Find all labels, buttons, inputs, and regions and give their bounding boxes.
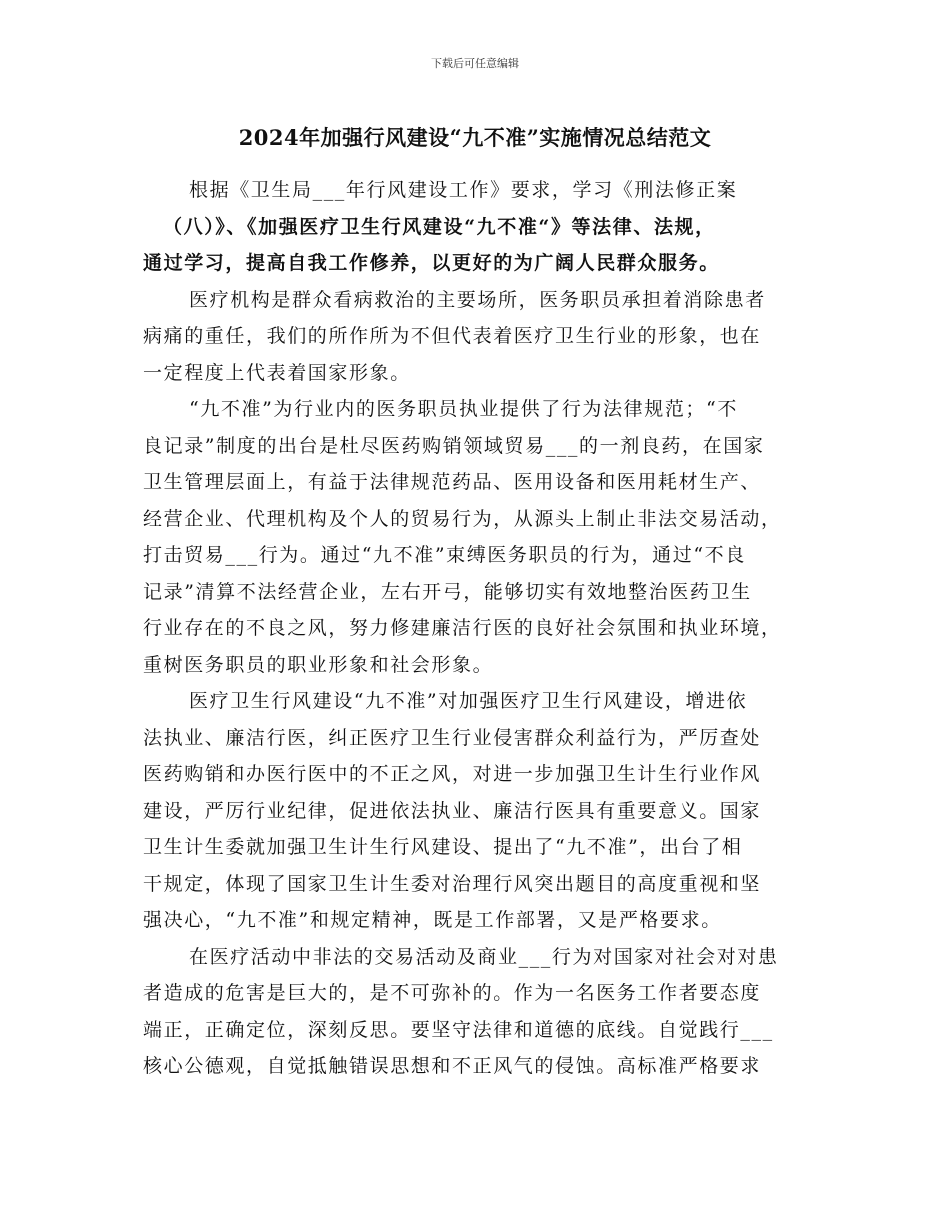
text-line: （八）》、《加强医疗卫生行风建设“九不准“》等法律、法规， bbox=[163, 215, 716, 238]
text-line: 强决心，“九不准”和规定精神，既是工作部署，又是严格要求。 bbox=[143, 909, 722, 931]
paragraph bbox=[143, 282, 823, 392]
text-line: 在医疗活动中非法的交易活动及商业___行为对国家对社会对对患 bbox=[189, 945, 779, 968]
text-line: 端正，正确定位，深刻反思。要坚守法律和道德的底线。自觉践行___ bbox=[143, 1018, 774, 1041]
paragraph bbox=[143, 391, 823, 683]
header-note: 下载后可任意编辑 bbox=[431, 57, 519, 70]
text-line: “九不准”为行业内的医务职员执业提供了行为法律规范；“不 bbox=[189, 398, 738, 420]
text-line: 法执业、廉洁行医，纠正医疗卫生行业侵害群众利益行为，严厉查处 bbox=[143, 726, 762, 749]
document-title: 2024年加强行风建设“九不准”实施情况总结范文 bbox=[238, 125, 712, 150]
text-line: 行业存在的不良之风，努力修建廉洁行医的良好社会氛围和执业环境， bbox=[143, 617, 782, 639]
text-line: 医药购销和办医行医中的不正之风，对进一步加强卫生计生行业作风 bbox=[143, 763, 762, 785]
text-line: 重树医务职员的职业形象和社会形象。 bbox=[143, 653, 494, 676]
text-line: 卫生计生委就加强卫生计生行风建设、提出了“九不准”，出台了相 bbox=[143, 836, 743, 858]
text-line: 医疗机构是群众看病救治的主要场所，医务职员承担着消除患者 bbox=[189, 288, 766, 311]
text-line: 建设，严厉行业纪律，促进依法执业、廉洁行医具有重要意义。国家 bbox=[143, 799, 762, 822]
text-line: 记录”清算不法经营企业，左右开弓，能够切实有效地整治医药卫生 bbox=[143, 580, 752, 603]
text-line: 一定程度上代表着国家形象。 bbox=[143, 361, 411, 384]
text-line: 医疗卫生行风建设“九不准”对加强医疗卫生行风建设，增进依 bbox=[189, 690, 748, 712]
text-line: 干规定，体现了国家卫生计生委对治理行风突出题目的高度重视和坚 bbox=[143, 872, 762, 895]
paragraph bbox=[143, 683, 823, 939]
text-line: 良记录”制度的出台是杜尽医药购销领域贸易___的一剂良药，在国家 bbox=[143, 434, 765, 457]
text-line: 卫生管理层面上，有益于法律规范药品、医用设备和医用耗材生产、 bbox=[143, 471, 762, 493]
paragraph bbox=[143, 172, 823, 282]
text-line: 经营企业、代理机构及个人的贸易行为，从源头上制止非法交易活动， bbox=[143, 507, 782, 530]
text-line: 核心公德观，自觉抵触错误思想和不正风气的侵蚀。高标准严格要求 bbox=[143, 1055, 762, 1077]
document-body bbox=[143, 172, 823, 1085]
text-line: 病痛的重任，我们的所作所为不但代表着医疗卫生行业的形象，也在 bbox=[143, 325, 762, 347]
paragraph bbox=[143, 939, 823, 1085]
text-line: 通过学习，提高自我工作修养，以更好的为广阔人民群众服务。 bbox=[143, 252, 720, 274]
text-line: 根据《卫生局___年行风建设工作》要求，学习《刑法修正案 bbox=[189, 179, 738, 201]
text-line: 者造成的危害是巨大的，是不可弥补的。作为一名医务工作者要态度 bbox=[143, 982, 762, 1004]
text-line: 打击贸易___行为。通过“九不准”束缚医务职员的行为，通过“不良 bbox=[143, 544, 746, 566]
